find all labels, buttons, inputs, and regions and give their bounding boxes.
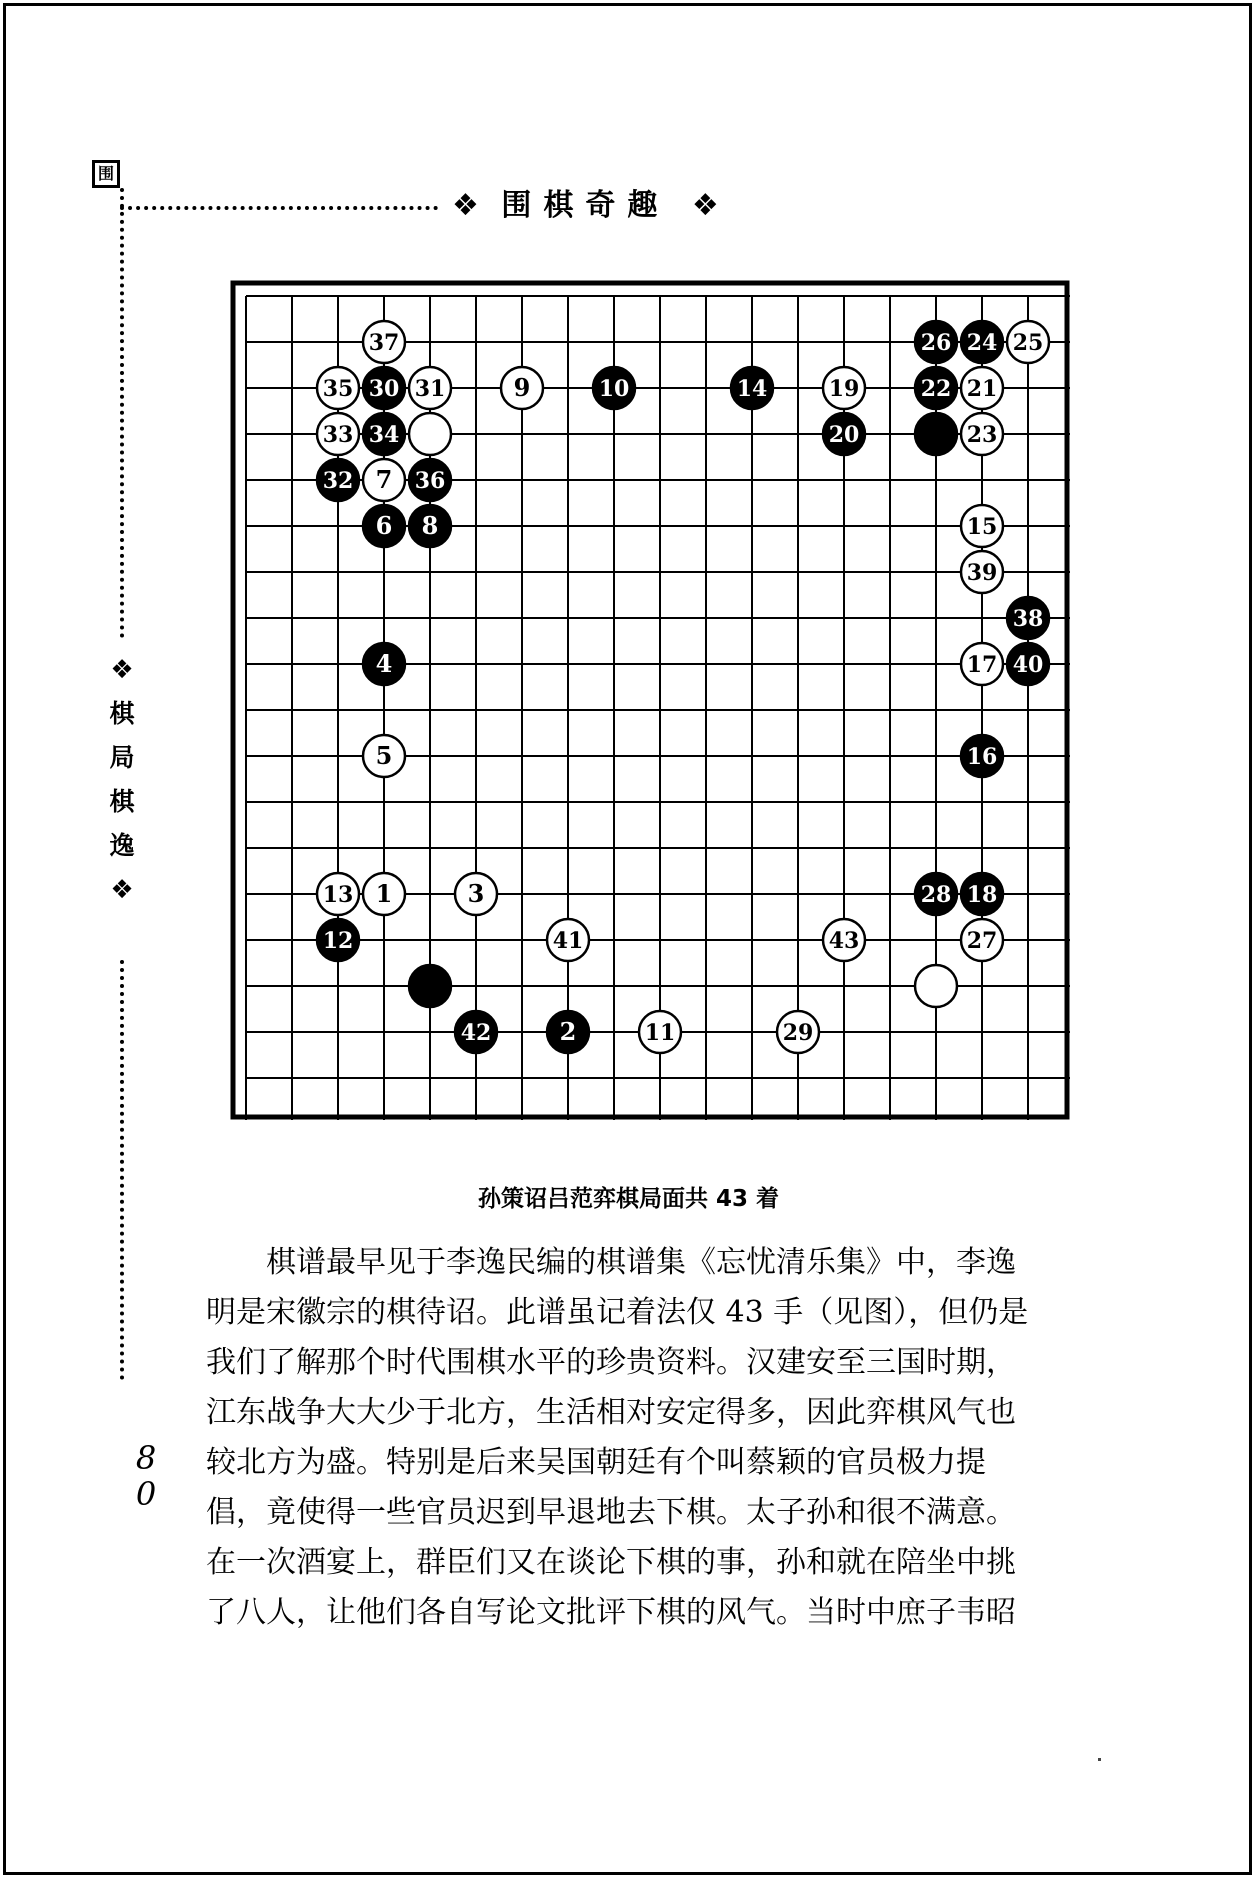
body-line: 明是宋徽宗的棋待诏。此谱虽记着法仅 43 手（见图），但仍是 (206, 1295, 1029, 1330)
stone-move-number: 40 (1012, 652, 1044, 678)
stone-move-number: 31 (414, 376, 446, 402)
print-speck (1098, 1758, 1101, 1761)
white-stone (409, 413, 451, 455)
body-line: 江东战争大大少于北方，生活相对安定得多，因此弈棋风气也 (206, 1395, 1016, 1430)
stone-move-number: 6 (375, 511, 393, 540)
stone-move-number: 32 (322, 468, 354, 494)
stone-move-number: 42 (460, 1020, 492, 1046)
stone-move-number: 36 (414, 468, 446, 494)
page-number (128, 1440, 164, 1512)
stone-move-number: 38 (1012, 606, 1044, 632)
page-number-digit: 0 (135, 1475, 157, 1513)
stone-move-number: 39 (966, 560, 998, 586)
body-line: 了八人，让他们各自写论文批评下棋的风气。当时中庶子韦昭 (206, 1595, 1016, 1630)
page-number-digit: 8 (135, 1439, 157, 1477)
stone-move-number: 19 (828, 376, 860, 402)
black-stone (915, 413, 957, 455)
stone-move-number: 30 (368, 376, 400, 402)
stone-move-number: 26 (920, 330, 952, 356)
left-dotted-rule-bottom (120, 960, 124, 1380)
stone-move-number: 33 (322, 422, 354, 448)
stone-move-number: 16 (966, 744, 998, 770)
header-logo-mark: 围 (92, 160, 120, 188)
body-line: 较北方为盛。特别是后来吴国朝廷有个叫蔡颖的官员极力提 (206, 1445, 986, 1480)
stone-move-number: 9 (513, 373, 531, 402)
knot-ornament-icon: ❖ (452, 188, 479, 223)
stone-move-number: 28 (920, 882, 952, 908)
body-line: 我们了解那个时代围棋水平的珍贵资料。汉建安至三国时期， (206, 1345, 1016, 1380)
body-line: 在一次酒宴上，群臣们又在谈论下棋的事，孙和就在陪坐中挑 (206, 1545, 1016, 1580)
figure-caption: 孙策诏吕范弈棋局面共 43 着 (477, 1186, 780, 1212)
header-title: 围棋奇趣 (501, 188, 670, 223)
stone-move-number: 13 (322, 882, 354, 908)
stone-move-number: 15 (966, 514, 998, 540)
go-board-figure (230, 280, 1070, 1120)
stone-move-number: 17 (966, 652, 998, 678)
black-stone (409, 965, 451, 1007)
body-line: 棋谱最早见于李逸民编的棋谱集《忘忧清乐集》中，李逸 (266, 1245, 1016, 1280)
stone-move-number: 14 (736, 376, 768, 402)
side-title-char: 棋 (109, 787, 135, 816)
knot-ornament-icon: ❖ (110, 655, 134, 685)
white-stone (915, 965, 957, 1007)
side-title-char: 逸 (109, 831, 135, 860)
stone-move-number: 24 (966, 330, 998, 356)
stone-move-number: 25 (1012, 330, 1044, 356)
knot-ornament-icon: ❖ (691, 188, 719, 223)
left-dotted-rule-top (120, 188, 124, 638)
stone-move-number: 34 (368, 422, 400, 448)
go-board (230, 280, 1070, 1120)
header-dotted-rule (120, 206, 438, 210)
stone-move-number: 22 (920, 376, 952, 402)
stone-move-number: 3 (467, 879, 485, 908)
stone-move-number: 43 (828, 928, 860, 954)
stone-move-number: 35 (322, 376, 354, 402)
side-title-char: 局 (109, 743, 135, 772)
stone-move-number: 12 (322, 928, 354, 954)
stone-move-number: 10 (598, 376, 630, 402)
body-paragraph (206, 1238, 1116, 1638)
stone-move-number: 20 (828, 422, 860, 448)
side-section-title (100, 648, 144, 912)
stone-move-number: 11 (644, 1020, 676, 1046)
stone-move-number: 8 (421, 511, 439, 540)
stone-move-number: 29 (782, 1020, 814, 1046)
stone-move-number: 23 (966, 422, 998, 448)
body-line: 倡，竟使得一些官员迟到早退地去下棋。太子孙和很不满意。 (206, 1495, 1016, 1530)
stone-move-number: 18 (966, 882, 998, 908)
stone-move-number: 21 (966, 376, 998, 402)
stone-move-number: 5 (375, 741, 393, 770)
stone-move-number: 4 (375, 649, 393, 678)
knot-ornament-icon: ❖ (110, 875, 134, 905)
stone-move-number: 7 (375, 465, 393, 494)
stone-move-number: 41 (552, 928, 584, 954)
stone-move-number: 37 (368, 330, 400, 356)
side-title-char: 棋 (109, 699, 135, 728)
stone-move-number: 2 (559, 1017, 577, 1046)
stone-move-number: 27 (966, 928, 998, 954)
running-header (452, 186, 719, 226)
stone-move-number: 1 (375, 879, 393, 908)
